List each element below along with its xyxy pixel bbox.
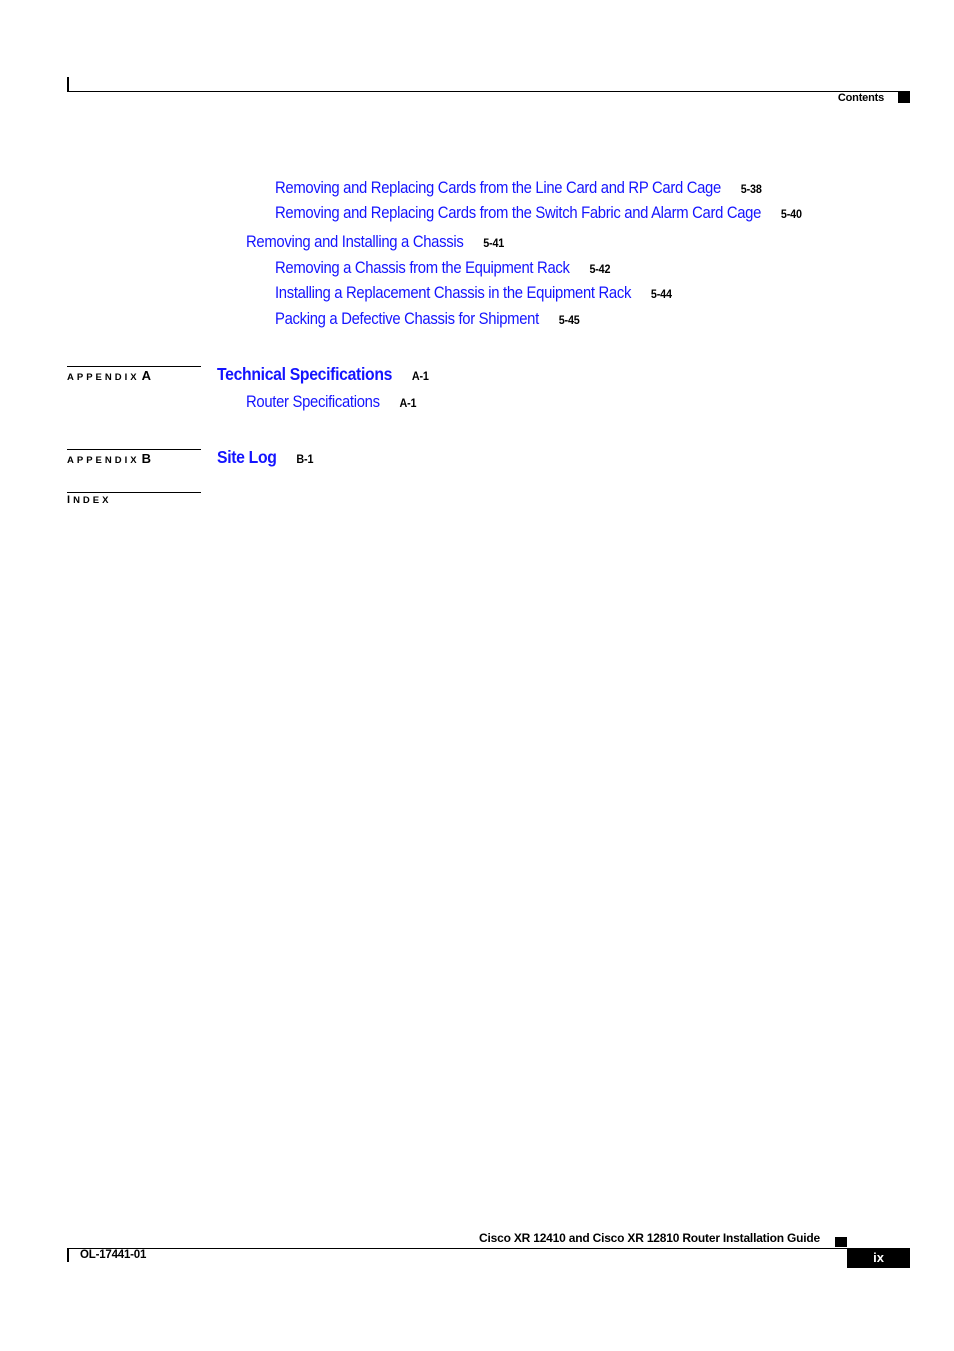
toc-entry-packing-defective-chassis[interactable] <box>275 310 580 329</box>
footer-guide-title: Cisco XR 12410 and Cisco XR 12810 Router Installation Guide <box>479 1231 820 1245</box>
toc-entry-install-replacement-chassis[interactable] <box>275 284 672 303</box>
toc-entry-page: 5-42 <box>589 262 611 276</box>
appendix-letter: B <box>141 451 151 466</box>
index-label[interactable] <box>67 494 111 506</box>
header-tick <box>67 77 69 92</box>
toc-entry-title: Site Log <box>217 447 277 467</box>
toc-entry-title: Removing and Replacing Cards from the Switch Fabric and Alarm Card Cage <box>275 204 762 222</box>
header-section-label: Contents <box>837 92 884 104</box>
toc-entry-page: A-1 <box>411 369 429 383</box>
index-rule <box>67 492 201 493</box>
toc-entry-router-specifications[interactable] <box>246 393 416 412</box>
toc-entry-remove-replace-line-card[interactable] <box>275 179 762 198</box>
footer-rule <box>67 1248 910 1249</box>
header-marker-block <box>898 92 910 103</box>
appendix-a-rule <box>67 366 201 367</box>
toc-entry-page: 5-38 <box>740 182 762 196</box>
footer-tick <box>67 1248 69 1262</box>
toc-entry-remove-replace-switch-fabric[interactable] <box>275 204 802 223</box>
toc-entry-remove-install-chassis[interactable] <box>246 233 504 252</box>
index-initial: I <box>67 494 74 506</box>
footer-page-number: ix <box>847 1248 910 1268</box>
toc-entry-page: 5-40 <box>780 207 802 221</box>
toc-entry-page: 5-45 <box>558 313 580 327</box>
toc-entry-remove-chassis-rack[interactable] <box>275 259 610 278</box>
appendix-word: APPENDIX <box>67 372 140 383</box>
toc-entry-title: Installing a Replacement Chassis in the Equipment Rack <box>275 284 632 302</box>
toc-entry-title: Removing and Installing a Chassis <box>246 233 464 251</box>
toc-entry-page: A-1 <box>399 396 417 410</box>
toc-entry-page: B-1 <box>296 452 314 466</box>
toc-entry-title: Removing a Chassis from the Equipment Rack <box>275 259 570 277</box>
appendix-letter: A <box>141 368 151 383</box>
appendix-a-label <box>67 368 151 383</box>
header-rule <box>67 91 910 92</box>
footer-doc-number: OL-17441-01 <box>80 1249 147 1261</box>
toc-entry-title: Router Specifications <box>246 393 380 411</box>
index-rest: NDEX <box>73 495 112 506</box>
toc-appendix-b-title[interactable] <box>217 447 313 468</box>
toc-entry-page: 5-41 <box>483 236 505 250</box>
appendix-b-label <box>67 451 151 466</box>
toc-entry-title: Packing a Defective Chassis for Shipment <box>275 310 539 328</box>
footer-marker-square <box>835 1237 847 1247</box>
toc-entry-title: Removing and Replacing Cards from the Line Card and RP Card Cage <box>275 179 721 197</box>
toc-appendix-a-title[interactable] <box>217 364 429 385</box>
toc-entry-title: Technical Specifications <box>217 364 393 384</box>
toc-entry-page: 5-44 <box>650 287 672 301</box>
appendix-word: APPENDIX <box>67 455 140 466</box>
appendix-b-rule <box>67 449 201 450</box>
